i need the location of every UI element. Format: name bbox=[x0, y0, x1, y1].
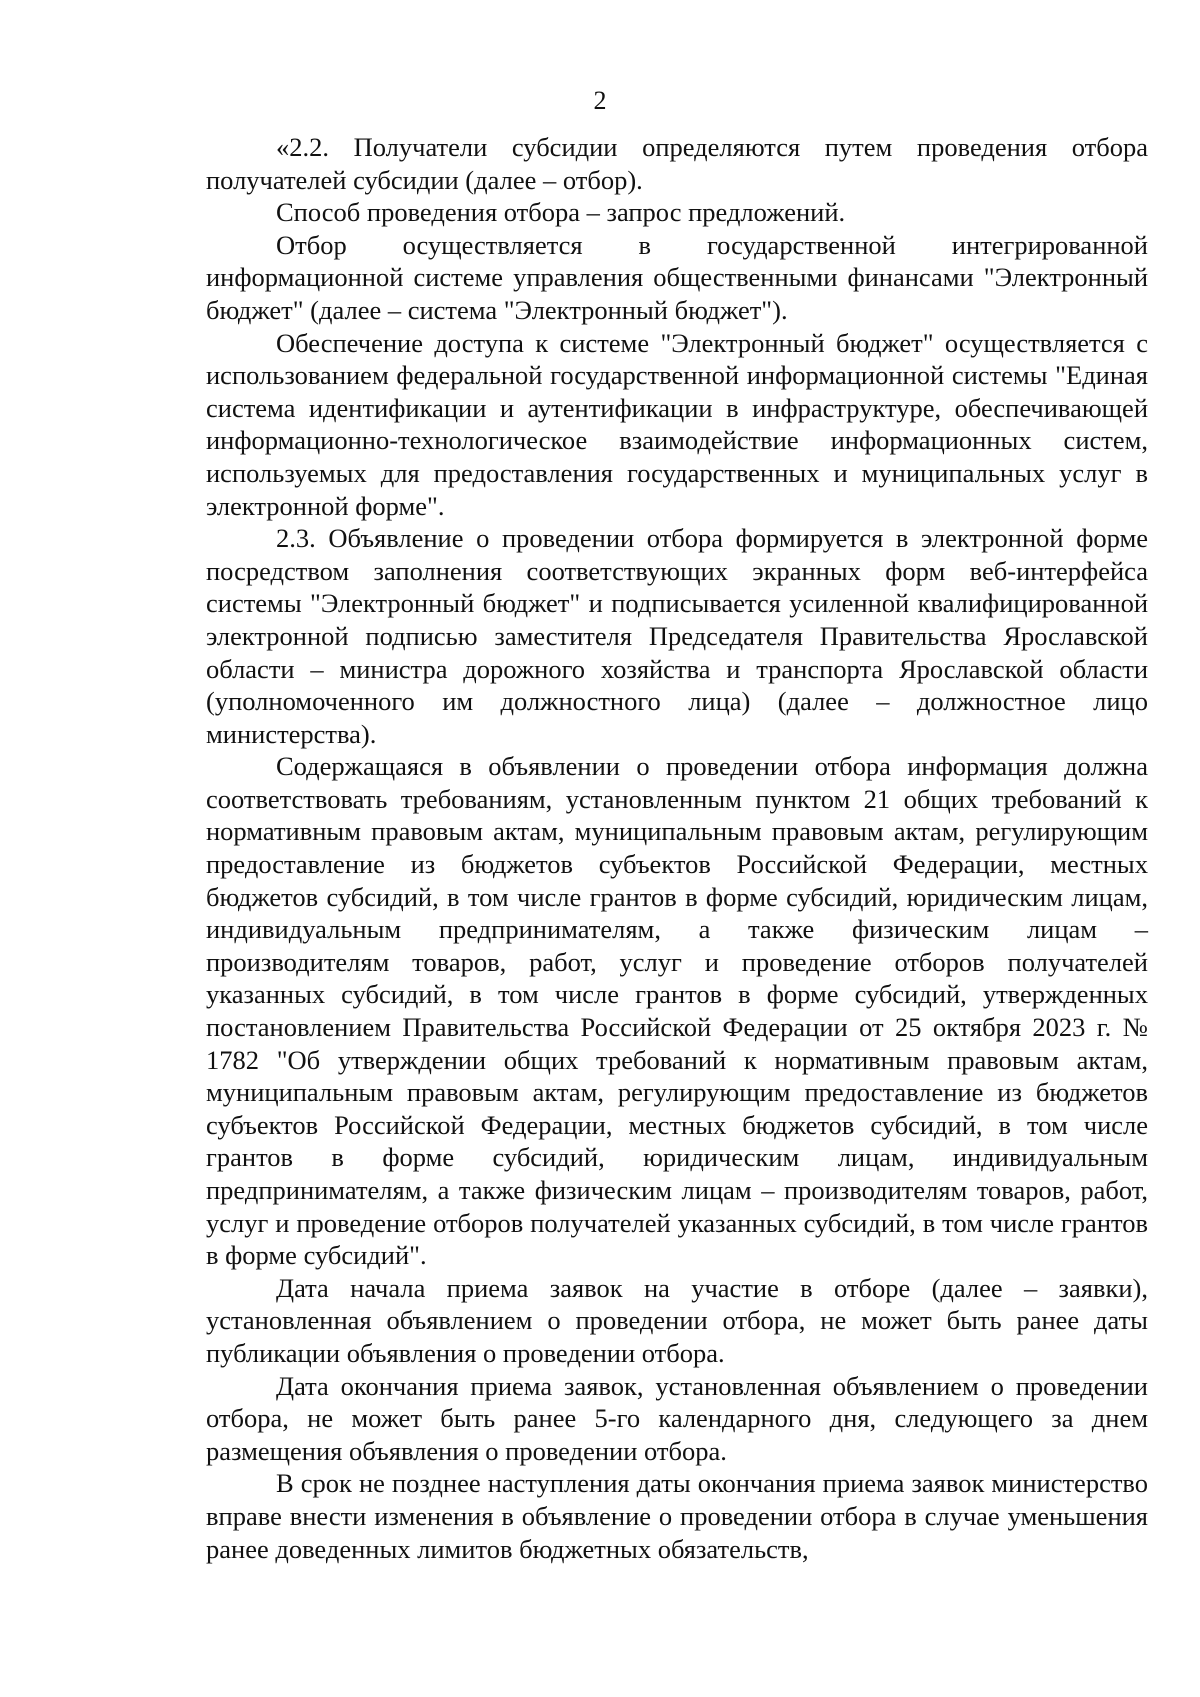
paragraph-application-start-date: Дата начала приема заявок на участие в отборе (далее – заявки), установленная объявлением о проведении отбора, не может быть ранее даты публикации объявления о проведении отбора. bbox=[206, 1272, 1148, 1368]
paragraph-2-2-recipients: «2.2. Получатели субсидии определяются путем проведения отбора получателей субсидии (далее – отбор). bbox=[206, 132, 1148, 195]
paragraph-announcement-changes: В срок не позднее наступления даты окончания приема заявок министерство вправе внести изменения в объявление о проведении отбора в случае уменьшения ранее доведенных лимитов бюджетных обязательств, bbox=[206, 1468, 1148, 1564]
paragraph-announcement-requirements: Содержащаяся в объявлении о проведении отбора информация должна соответствовать требованиям, установленным пунктом 21 общих требований к нормативным правовым актам, муниципальным правовым актам, регулирующим предоставление из бюджетов субъектов Российской Федерации, местных бюджетов субсидий, в том числе грантов в форме субсидий, юридическим лицам, индивидуальным предпринимателям, а также физическим лицам – производителям товаров, работ, услуг и проведение отборов получателей указанных субсидий, в том числе грантов в форме субсидий, утвержденных постановлением Правительства Российской Федерации от 25 октября 2023 г. № 1782 "Об утверждении общих требований к нормативным правовым актам, муниципальным правовым актам, регулирующим предоставление из бюджетов субъектов Российской Федерации, местных бюджетов субсидий, в том числе грантов в форме субсидий, юридическим лицам, индивидуальным предпринимателям, а также физическим лицам – производителям товаров, работ, услуг и проведение отборов получателей указанных субсидий, в том числе грантов в форме субсидий". bbox=[206, 751, 1148, 1271]
paragraph-application-end-date: Дата окончания приема заявок, установленная объявлением о проведении отбора, не может быть ранее 5-го календарного дня, следующего за днем размещения объявления о проведении отбора. bbox=[206, 1370, 1148, 1466]
paragraph-system-access: Обеспечение доступа к системе "Электронный бюджет" осуществляется с использованием федеральной государственной информационной системы "Единая система идентификации и аутентификации в инфраструктуре, обеспечивающей информационно-технологическое взаимодействие информационных систем, используемых для предоставления государственных и муниципальных услуг в электронной форме". bbox=[206, 327, 1148, 521]
document-body bbox=[206, 131, 1148, 1565]
paragraph-electronic-budget-system: Отбор осуществляется в государственной интегрированной информационной системе управления общественными финансами "Электронный бюджет" (далее – система "Электронный бюджет"). bbox=[206, 229, 1148, 325]
page-number: 2 bbox=[593, 86, 607, 115]
paragraph-selection-method: Способ проведения отбора – запрос предложений. bbox=[276, 197, 846, 228]
paragraph-2-3-announcement: 2.3. Объявление о проведении отбора формируется в электронной форме посредством заполнения соответствующих экранных форм веб-интерфейса системы "Электронный бюджет" и подписывается усиленной квалифицированной электронной подписью заместителя Председателя Правительства Ярославской области – министра дорожного хозяйства и транспорта Ярославской области (уполномоченного им должностного лица) (далее – должностное лицо министерства). bbox=[206, 523, 1148, 749]
